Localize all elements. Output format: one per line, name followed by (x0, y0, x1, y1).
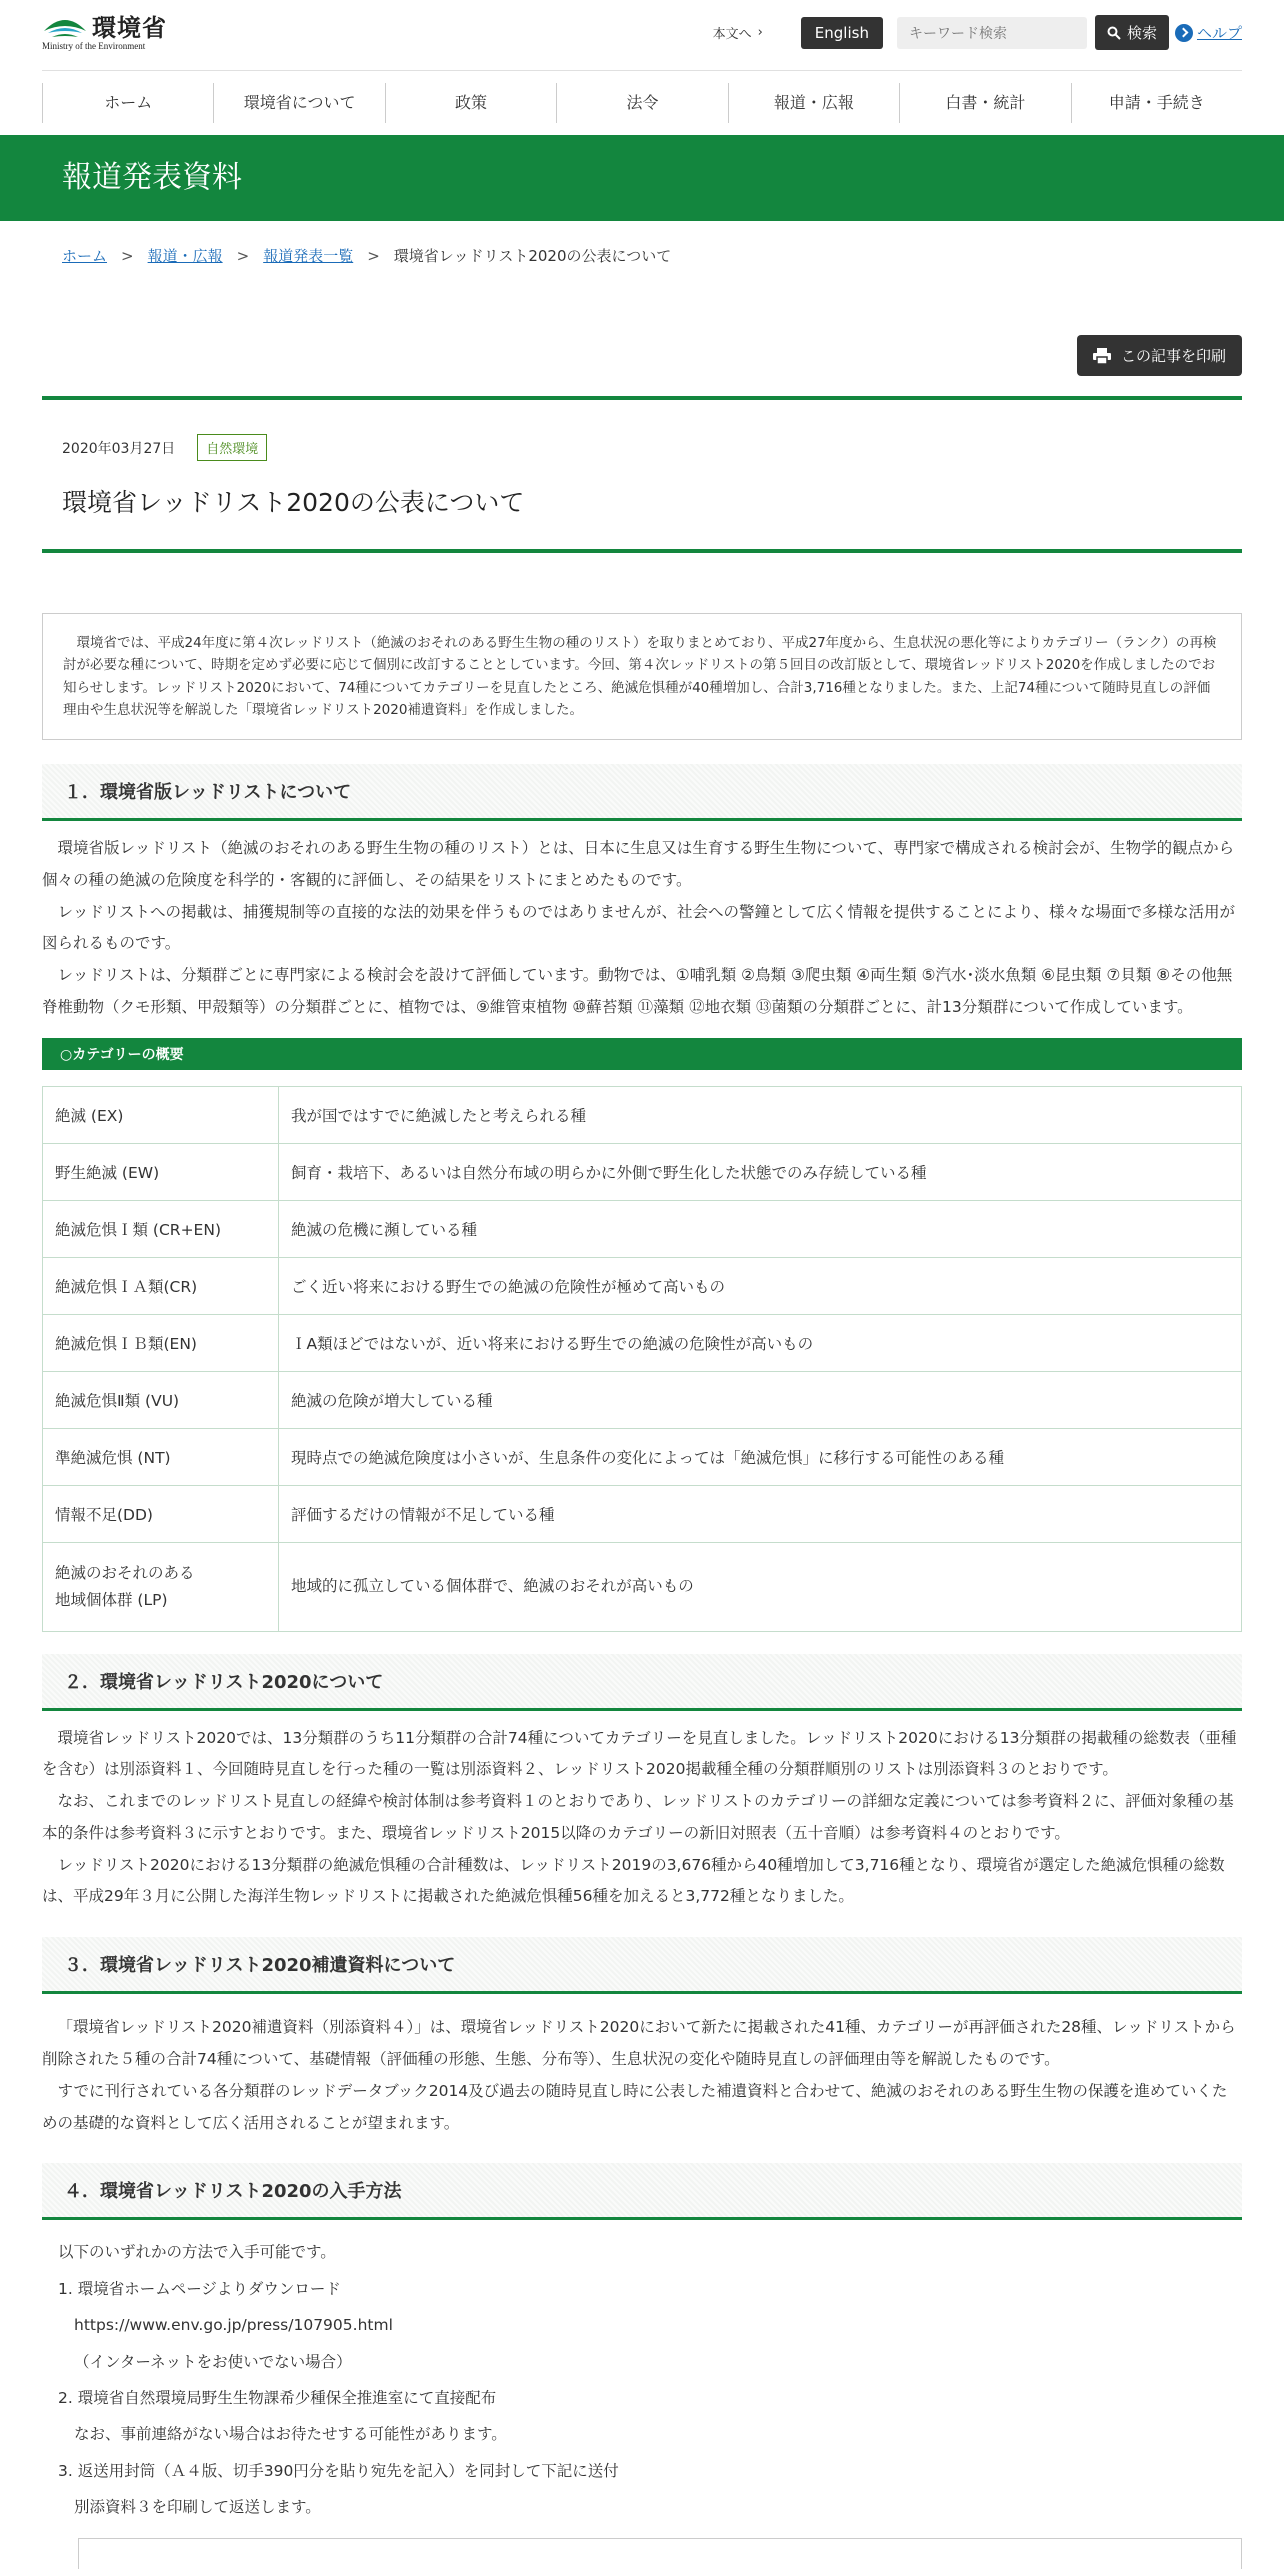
category-name: 絶滅危惧ＩＡ類(CR) (43, 1257, 279, 1314)
nav-item-about[interactable]: 環境省について (213, 83, 384, 123)
method-item: 1. 環境省ホームページよりダウンロード (58, 2279, 341, 2298)
english-button[interactable]: English (801, 17, 883, 49)
breadcrumb (42, 221, 1242, 290)
search-label: 検索 (1126, 24, 1157, 42)
table-row (43, 1086, 1242, 1143)
category-desc: 地域的に孤立している個体群で、絶滅のおそれが高いもの (279, 1542, 1242, 1631)
article-lead (42, 613, 1242, 740)
article-date: 2020年03月27日 (62, 440, 176, 457)
category-name: 準絶滅危惧 (NT) (43, 1428, 279, 1485)
article-title: 環境省レッドリスト2020の公表について (62, 488, 525, 517)
print-label: この記事を印刷 (1120, 347, 1226, 365)
table-row (43, 1143, 1242, 1200)
method-note: 別添資料３を印刷して返送します。 (74, 2498, 321, 2517)
category-desc: 評価するだけの情報が不足している種 (279, 1485, 1242, 1542)
paragraph: レッドリストへの掲載は、捕獲規制等の直接的な法的効果を伴うものではありませんが、社会への警鐘として広く情報を提供することにより、様々な場面で多様な活用が図られるものです。 (42, 902, 1236, 953)
method-note: なお、事前連絡がない場合はお待たせする可能性があります。 (74, 2425, 507, 2444)
breadcrumb-press-list[interactable]: 報道発表一覧 (263, 247, 354, 265)
category-desc: 飼育・栽培下、あるいは自然分布域の明らかに外側で野生化した状態でのみ存続している種 (279, 1143, 1242, 1200)
breadcrumb-home[interactable]: ホーム (62, 247, 108, 265)
download-methods (42, 2220, 1242, 2525)
nav-item-policy[interactable]: 政策 (385, 83, 556, 123)
lead-text: 環境省では、平成24年度に第４次レッドリスト（絶滅のおそれのある野生生物の種のリスト）を取りまとめており、平成27年度から、生息状況の悪化等によりカテゴリー（ランク）の再検討が必要な種について、時期を定めず必要に応じて個別に改訂することとしています。今回、第４次レッドリストの第５回目の改訂版として、環境省レッドリスト2020を作成しましたのでお知らせします。レッドリスト2020において、74種についてカテゴリーを見直したところ、絶滅危惧種が40種増加し、合計3,716種となりました。また、上記74種について随時見直しの評価理由や生息状況等を解説した「環境省レッドリスト2020補遺資料」を作成しました。 (63, 635, 1217, 718)
address-box (78, 2538, 1242, 2569)
section-heading: １．環境省版レッドリストについて (42, 764, 1242, 821)
breadcrumb-sep: > (367, 247, 380, 265)
table-row (43, 1371, 1242, 1428)
methods-intro: 以下のいずれかの方法で入手可能です。 (58, 2243, 336, 2262)
global-nav (42, 70, 1242, 135)
method-item: 2. 環境省自然環境局野生生物課希少種保全推進室にて直接配布 (58, 2389, 497, 2407)
paragraph: 「環境省レッドリスト2020補遺資料（別添資料４）」は、環境省レッドリスト2020において新たに掲載された41種、カテゴリーが再評価された28種、レッドリストから削除された５種の合計74種について、基礎情報（評価種の形態、生態、分布等）、生息状況の変化や随時見直しの評価理由等を解説したものです。 (42, 2018, 1236, 2069)
paragraph: レッドリスト2020における13分類群の絶滅危惧種の合計種数は、レッドリスト2019の3,676種から40種増加して3,716種となり、環境省が選定した絶滅危惧種の総数は、平成29年３月に公開した海洋生物レッドリストに掲載された絶滅危惧種56種を加えると3,772種となりました。 (42, 1855, 1225, 1906)
category-tag[interactable]: 自然環境 (197, 434, 267, 461)
page-banner-title: 報道発表資料 (62, 160, 242, 195)
breadcrumb-current: 環境省レッドリスト2020の公表について (393, 247, 672, 265)
category-name: 絶滅のおそれのある 地域個体群 (LP) (43, 1542, 279, 1631)
method-item: 3. 返送用封筒（Ａ４版、切手390円分を貼り宛先を記入）を同封して下記に送付 (58, 2461, 619, 2480)
help-arrow-icon (1175, 24, 1193, 42)
skip-to-content-link[interactable] (713, 23, 763, 42)
category-name: 絶滅危惧ＩＢ類(EN) (43, 1314, 279, 1371)
search-icon (1107, 26, 1121, 40)
table-row (43, 1257, 1242, 1314)
category-name: 絶滅危惧Ⅱ類 (VU) (43, 1371, 279, 1428)
skip-label: 本文へ (712, 27, 752, 42)
page-banner (0, 135, 1284, 221)
paragraph: 環境省レッドリスト2020では、13分類群のうち11分類群の合計74種についてカテゴリーを見直しました。レッドリスト2020における13分類群の掲載種の総数表（亜種を含む）は別添資料１、今回随時見直しを行った種の一覧は別添資料２、レッドリスト2020掲載種全種の分類群順別のリストは別添資料３のとおりです。 (42, 1728, 1237, 1779)
help-link[interactable] (1175, 22, 1242, 43)
category-name: 絶滅 (EX) (43, 1086, 279, 1143)
table-row (43, 1314, 1242, 1371)
breadcrumb-press[interactable]: 報道・広報 (147, 247, 223, 265)
paragraph: なお、これまでのレッドリスト見直しの経緯や検討体制は参考資料１のとおりであり、レッドリストのカテゴリーの詳細な定義については参考資料２に、評価対象種の基本的条件は参考資料３に示すとおりです。また、環境省レッドリスト2015以降のカテゴリーの新旧対照表（五十音順）は参考資料４のとおりです。 (42, 1792, 1234, 1842)
search-input[interactable] (897, 17, 1087, 49)
nav-item-press[interactable]: 報道・広報 (728, 83, 899, 123)
category-desc: ＩA類ほどではないが、近い将来における野生での絶滅の危険性が高いもの (279, 1314, 1242, 1371)
nav-item-application[interactable]: 申請・手続き (1071, 83, 1242, 123)
site-logo[interactable] (42, 8, 167, 51)
section-heading: ３．環境省レッドリスト2020補遺資料について (42, 1937, 1242, 1994)
download-url-link[interactable]: https://www.env.go.jp/press/107905.html (74, 2316, 393, 2335)
category-desc: 現時点での絶滅危険度は小さいが、生息条件の変化によっては「絶滅危惧」に移行する可能性のある種 (279, 1428, 1242, 1485)
breadcrumb-sep: > (236, 247, 250, 265)
table-row (43, 1485, 1242, 1542)
printer-icon (1093, 348, 1111, 364)
table-row (43, 1200, 1242, 1257)
category-desc: 絶滅の危険が増大している種 (279, 1371, 1242, 1428)
category-overview-heading: ○カテゴリーの概要 (42, 1038, 1242, 1070)
chevron-right-icon: › (757, 25, 763, 40)
category-desc: ごく近い将来における野生での絶滅の危険性が極めて高いもの (279, 1257, 1242, 1314)
section-heading: ４．環境省レッドリスト2020の入手方法 (42, 2163, 1242, 2220)
section-heading: ２．環境省レッドリスト2020について (42, 1654, 1242, 1711)
paragraph: レッドリストは、分類群ごとに専門家による検討会を設けて評価しています。動物では、①哺乳類 ②鳥類 ③爬虫類 ④両生類 ⑤汽水･淡水魚類 ⑥昆虫類 ⑦貝類 ⑧その他無脊椎動物（クモ形類、甲殻類等）の分類群ごとに、植物では、⑨維管束植物 ⑩蘚苔類 ⑪藻類 ⑫地衣類 ⑬菌類の分類群ごとに、計13分類群について作成しています。 (42, 966, 1233, 1016)
nav-item-whitepaper[interactable]: 白書・統計 (899, 83, 1070, 123)
table-row (43, 1542, 1242, 1631)
nav-item-law[interactable]: 法令 (556, 83, 727, 123)
print-button[interactable] (1077, 335, 1242, 376)
site-header (42, 0, 1242, 70)
category-desc: 絶滅の危機に瀕している種 (279, 1200, 1242, 1257)
category-name: 絶滅危惧Ｉ類 (CR+EN) (43, 1200, 279, 1257)
paragraph: すでに刊行されている各分類群のレッドデータブック2014及び過去の随時見直し時に公表した補遺資料と合わせて、絶滅のおそれのある野生生物の保護を進めていくための基礎的な資料として広く活用されることが望まれます。 (42, 2081, 1228, 2132)
category-name: 野生絶滅 (EW) (43, 1143, 279, 1200)
table-row (43, 1428, 1242, 1485)
nav-item-home[interactable]: ホーム (42, 83, 213, 123)
ministry-logo-icon (42, 9, 88, 43)
help-label: ヘルプ (1196, 24, 1242, 42)
search-button[interactable] (1095, 15, 1169, 50)
logo-name: 環境省 (92, 14, 167, 42)
article-header (42, 396, 1242, 553)
paragraph: 環境省版レッドリスト（絶滅のおそれのある野生生物の種のリスト）とは、日本に生息又は生育する野生生物について、専門家で構成される検討会が、生物学的観点から個々の種の絶滅の危険度を科学的・客観的に評価し、その結果をリストにまとめたものです。 (42, 839, 1235, 889)
category-name: 情報不足(DD) (43, 1485, 279, 1542)
category-desc: 我が国ではすでに絶滅したと考えられる種 (279, 1086, 1242, 1143)
breadcrumb-sep: > (121, 247, 134, 265)
logo-subtitle: Ministry of the Environment (42, 41, 146, 51)
category-table (42, 1086, 1242, 1632)
method-note: （インターネットをお使いでない場合） (74, 2352, 352, 2371)
